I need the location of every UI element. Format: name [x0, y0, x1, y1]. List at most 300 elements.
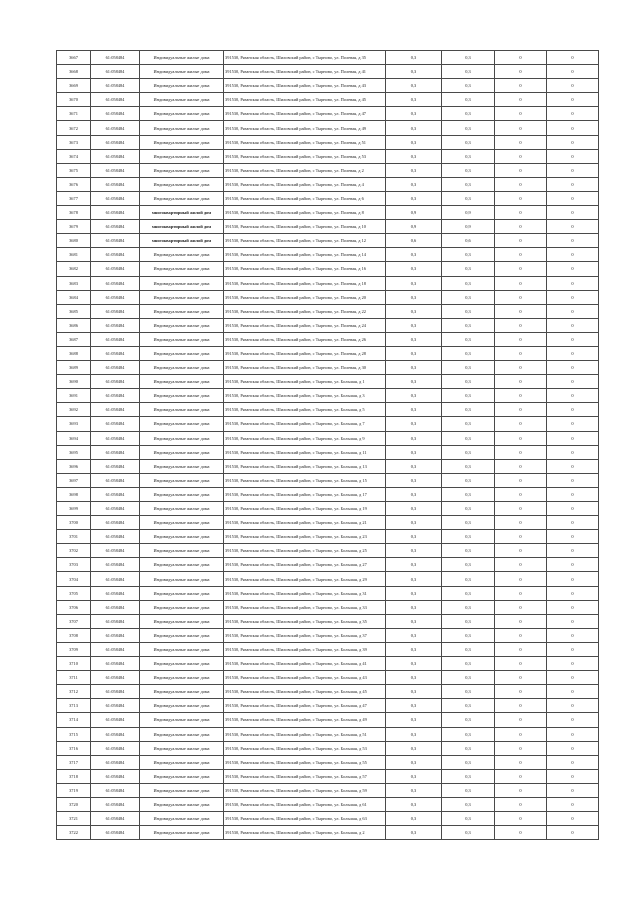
cadastral-code-cell: 61:058484	[91, 558, 140, 572]
building-type-cell: Индивидуальные жилые дома	[140, 262, 224, 276]
address-cell: 391530, Рязанская область, Шиловский район, с Тырново, ул. Большая, д 53	[224, 741, 386, 755]
value-1-cell: 0,3	[386, 797, 442, 811]
cadastral-code-cell: 61:058484	[91, 783, 140, 797]
address-cell: 391530, Рязанская область, Шиловский район, с Тырново, ул. Большая, д 23	[224, 530, 386, 544]
building-type-cell: Индивидуальные жилые дома	[140, 248, 224, 262]
value-1-cell: 0,3	[386, 755, 442, 769]
cadastral-code-cell: 61:058484	[91, 51, 140, 65]
address-cell: 391530, Рязанская область, Шиловский район, с Тырново, ул. Полевая, д 22	[224, 304, 386, 318]
cadastral-code-cell: 61:058484	[91, 375, 140, 389]
address-cell: 391530, Рязанская область, Шиловский район, с Тырново, ул. Полевая, д 20	[224, 290, 386, 304]
value-3-cell: 0	[495, 445, 547, 459]
address-cell: 391530, Рязанская область, Шиловский район, с Тырново, ул. Большая, д 9	[224, 431, 386, 445]
building-type-cell: Индивидуальные жилые дома	[140, 586, 224, 600]
value-4-cell: 0	[547, 783, 599, 797]
value-2-cell: 0,3	[442, 628, 495, 642]
value-1-cell: 0,3	[386, 713, 442, 727]
row-number-cell: 3719	[57, 783, 91, 797]
value-1-cell: 0,3	[386, 79, 442, 93]
value-3-cell: 0	[495, 149, 547, 163]
cadastral-code-cell: 61:058484	[91, 713, 140, 727]
address-cell: 391530, Рязанская область, Шиловский район, с Тырново, ул. Большая, д 63	[224, 812, 386, 826]
value-4-cell: 0	[547, 417, 599, 431]
address-cell: 391530, Рязанская область, Шиловский район, с Тырново, ул. Большая, д 3	[224, 389, 386, 403]
table-row	[57, 727, 599, 741]
building-type-cell: Индивидуальные жилые дома	[140, 191, 224, 205]
row-number-cell: 3715	[57, 727, 91, 741]
row-number-cell: 3706	[57, 600, 91, 614]
value-2-cell: 0,3	[442, 361, 495, 375]
value-3-cell: 0	[495, 93, 547, 107]
value-1-cell: 0,3	[386, 304, 442, 318]
row-number-cell: 3702	[57, 544, 91, 558]
address-cell: 391530, Рязанская область, Шиловский район, с Тырново, ул. Большая, д 19	[224, 502, 386, 516]
row-number-cell: 3701	[57, 530, 91, 544]
building-type-cell: Индивидуальные жилые дома	[140, 389, 224, 403]
value-1-cell: 0,3	[386, 93, 442, 107]
value-3-cell: 0	[495, 657, 547, 671]
row-number-cell: 3687	[57, 332, 91, 346]
row-number-cell: 3703	[57, 558, 91, 572]
address-cell: 391530, Рязанская область, Шиловский район, с Тырново, ул. Полевая, д 12	[224, 234, 386, 248]
building-type-cell: Индивидуальные жилые дома	[140, 713, 224, 727]
value-1-cell: 0,3	[386, 657, 442, 671]
cadastral-code-cell: 61:058484	[91, 685, 140, 699]
cadastral-code-cell: 61:058484	[91, 614, 140, 628]
row-number-cell: 3683	[57, 276, 91, 290]
value-1-cell: 0,3	[386, 487, 442, 501]
table-row	[57, 445, 599, 459]
address-cell: 391530, Рязанская область, Шиловский район, с Тырново, ул. Большая, д 2	[224, 826, 386, 840]
value-1-cell: 0,3	[386, 417, 442, 431]
address-cell: 391530, Рязанская область, Шиловский район, с Тырново, ул. Большая, д 47	[224, 699, 386, 713]
value-3-cell: 0	[495, 727, 547, 741]
table-row	[57, 628, 599, 642]
value-3-cell: 0	[495, 459, 547, 473]
building-type-cell: Индивидуальные жилые дома	[140, 473, 224, 487]
value-4-cell: 0	[547, 121, 599, 135]
table-row	[57, 234, 599, 248]
value-3-cell: 0	[495, 276, 547, 290]
row-number-cell: 3694	[57, 431, 91, 445]
cadastral-code-cell: 61:058484	[91, 220, 140, 234]
building-type-cell: Индивидуальные жилые дома	[140, 699, 224, 713]
row-number-cell: 3681	[57, 248, 91, 262]
value-1-cell: 0,3	[386, 262, 442, 276]
cadastral-code-cell: 61:058484	[91, 755, 140, 769]
building-type-cell: Индивидуальные жилые дома	[140, 685, 224, 699]
value-2-cell: 0,3	[442, 502, 495, 516]
table-row	[57, 121, 599, 135]
value-1-cell: 0,3	[386, 783, 442, 797]
table-row	[57, 361, 599, 375]
address-cell: 391530, Рязанская область, Шиловский район, с Тырново, ул. Большая, д 13	[224, 459, 386, 473]
building-type-cell: Индивидуальные жилые дома	[140, 431, 224, 445]
building-type-cell: Индивидуальные жилые дома	[140, 135, 224, 149]
building-type-cell: Индивидуальные жилые дома	[140, 826, 224, 840]
value-3-cell: 0	[495, 586, 547, 600]
table-row	[57, 191, 599, 205]
value-3-cell: 0	[495, 403, 547, 417]
cadastral-code-cell: 61:058484	[91, 699, 140, 713]
building-type-cell: Индивидуальные жилые дома	[140, 642, 224, 656]
value-2-cell: 0,3	[442, 375, 495, 389]
value-1-cell: 0,9	[386, 206, 442, 220]
cadastral-code-cell: 61:058484	[91, 290, 140, 304]
value-4-cell: 0	[547, 65, 599, 79]
cadastral-code-cell: 61:058484	[91, 445, 140, 459]
building-type-cell: Индивидуальные жилые дома	[140, 332, 224, 346]
cadastral-code-cell: 61:058484	[91, 389, 140, 403]
value-4-cell: 0	[547, 304, 599, 318]
value-3-cell: 0	[495, 826, 547, 840]
row-number-cell: 3711	[57, 671, 91, 685]
value-4-cell: 0	[547, 769, 599, 783]
cadastral-code-cell: 61:058484	[91, 149, 140, 163]
building-type-cell: Индивидуальные жилые дома	[140, 445, 224, 459]
cadastral-code-cell: 61:058484	[91, 530, 140, 544]
value-2-cell: 0,3	[442, 318, 495, 332]
value-4-cell: 0	[547, 614, 599, 628]
value-2-cell: 0,6	[442, 234, 495, 248]
value-2-cell: 0,3	[442, 769, 495, 783]
value-3-cell: 0	[495, 797, 547, 811]
table-row	[57, 135, 599, 149]
table-row	[57, 248, 599, 262]
cadastral-code-cell: 61:058484	[91, 276, 140, 290]
cadastral-code-cell: 61:058484	[91, 459, 140, 473]
building-type-cell: многоквартирный жилой дом	[140, 234, 224, 248]
value-1-cell: 0,3	[386, 642, 442, 656]
value-2-cell: 0,3	[442, 403, 495, 417]
building-type-cell: Индивидуальные жилые дома	[140, 51, 224, 65]
row-number-cell: 3680	[57, 234, 91, 248]
building-type-cell: Индивидуальные жилые дома	[140, 727, 224, 741]
row-number-cell: 3682	[57, 262, 91, 276]
table-row	[57, 699, 599, 713]
value-2-cell: 0,3	[442, 558, 495, 572]
building-type-cell: Индивидуальные жилые дома	[140, 403, 224, 417]
value-1-cell: 0,6	[386, 234, 442, 248]
value-3-cell: 0	[495, 177, 547, 191]
table-row	[57, 614, 599, 628]
value-4-cell: 0	[547, 572, 599, 586]
row-number-cell: 3676	[57, 177, 91, 191]
value-1-cell: 0,3	[386, 290, 442, 304]
value-2-cell: 0,3	[442, 516, 495, 530]
cadastral-code-cell: 61:058484	[91, 544, 140, 558]
cadastral-code-cell: 61:058484	[91, 121, 140, 135]
cadastral-code-cell: 61:058484	[91, 727, 140, 741]
value-2-cell: 0,3	[442, 755, 495, 769]
value-1-cell: 0,3	[386, 586, 442, 600]
row-number-cell: 3709	[57, 642, 91, 656]
building-type-cell: Индивидуальные жилые дома	[140, 769, 224, 783]
address-cell: 391530, Рязанская область, Шиловский район, с Тырново, ул. Большая, д 55	[224, 755, 386, 769]
value-2-cell: 0,3	[442, 79, 495, 93]
table-row	[57, 600, 599, 614]
table-row	[57, 783, 599, 797]
building-type-cell: Индивидуальные жилые дома	[140, 79, 224, 93]
address-cell: 391530, Рязанская область, Шиловский район, с Тырново, ул. Полевая, д 8	[224, 206, 386, 220]
value-2-cell: 0,3	[442, 248, 495, 262]
table-row	[57, 769, 599, 783]
cadastral-code-cell: 61:058484	[91, 769, 140, 783]
table-row	[57, 642, 599, 656]
value-1-cell: 0,3	[386, 346, 442, 360]
cadastral-code-cell: 61:058484	[91, 163, 140, 177]
address-cell: 391530, Рязанская область, Шиловский район, с Тырново, ул. Большая, д 31	[224, 586, 386, 600]
value-3-cell: 0	[495, 502, 547, 516]
building-type-cell: Индивидуальные жилые дома	[140, 502, 224, 516]
building-type-cell: многоквартирный жилой дом	[140, 220, 224, 234]
cadastral-code-cell: 61:058484	[91, 191, 140, 205]
value-1-cell: 0,3	[386, 361, 442, 375]
building-type-cell: Индивидуальные жилые дома	[140, 657, 224, 671]
value-4-cell: 0	[547, 93, 599, 107]
row-number-cell: 3684	[57, 290, 91, 304]
value-1-cell: 0,3	[386, 826, 442, 840]
value-3-cell: 0	[495, 713, 547, 727]
value-4-cell: 0	[547, 431, 599, 445]
value-1-cell: 0,3	[386, 248, 442, 262]
table-row	[57, 657, 599, 671]
value-2-cell: 0,3	[442, 107, 495, 121]
address-cell: 391530, Рязанская область, Шиловский район, с Тырново, ул. Большая, д 49	[224, 713, 386, 727]
value-4-cell: 0	[547, 586, 599, 600]
address-cell: 391530, Рязанская область, Шиловский район, с Тырново, ул. Большая, д 33	[224, 600, 386, 614]
value-3-cell: 0	[495, 671, 547, 685]
address-cell: 391530, Рязанская область, Шиловский район, с Тырново, ул. Полевая, д 51	[224, 135, 386, 149]
value-2-cell: 0,3	[442, 65, 495, 79]
table-row	[57, 276, 599, 290]
value-4-cell: 0	[547, 797, 599, 811]
value-4-cell: 0	[547, 459, 599, 473]
cadastral-code-cell: 61:058484	[91, 671, 140, 685]
value-2-cell: 0,3	[442, 163, 495, 177]
table-row	[57, 403, 599, 417]
row-number-cell: 3699	[57, 502, 91, 516]
cadastral-code-cell: 61:058484	[91, 657, 140, 671]
value-1-cell: 0,3	[386, 51, 442, 65]
value-2-cell: 0,3	[442, 417, 495, 431]
value-3-cell: 0	[495, 487, 547, 501]
value-4-cell: 0	[547, 727, 599, 741]
value-3-cell: 0	[495, 572, 547, 586]
value-4-cell: 0	[547, 149, 599, 163]
address-cell: 391530, Рязанская область, Шиловский район, с Тырново, ул. Полевая, д 41	[224, 65, 386, 79]
row-number-cell: 3717	[57, 755, 91, 769]
value-1-cell: 0,3	[386, 544, 442, 558]
value-3-cell: 0	[495, 417, 547, 431]
building-type-cell: Индивидуальные жилые дома	[140, 628, 224, 642]
address-cell: 391530, Рязанская область, Шиловский район, с Тырново, ул. Большая, д 57	[224, 769, 386, 783]
value-4-cell: 0	[547, 234, 599, 248]
value-1-cell: 0,3	[386, 600, 442, 614]
address-cell: 391530, Рязанская область, Шиловский район, с Тырново, ул. Большая, д 21	[224, 516, 386, 530]
value-4-cell: 0	[547, 361, 599, 375]
value-1-cell: 0,3	[386, 276, 442, 290]
value-3-cell: 0	[495, 812, 547, 826]
value-4-cell: 0	[547, 502, 599, 516]
value-4-cell: 0	[547, 248, 599, 262]
table-row	[57, 741, 599, 755]
value-3-cell: 0	[495, 699, 547, 713]
table-row	[57, 586, 599, 600]
value-4-cell: 0	[547, 671, 599, 685]
address-cell: 391530, Рязанская область, Шиловский район, с Тырново, ул. Большая, д 11	[224, 445, 386, 459]
value-3-cell: 0	[495, 234, 547, 248]
address-cell: 391530, Рязанская область, Шиловский район, с Тырново, ул. Большая, д 51	[224, 727, 386, 741]
cadastral-code-cell: 61:058484	[91, 93, 140, 107]
value-4-cell: 0	[547, 290, 599, 304]
value-3-cell: 0	[495, 558, 547, 572]
table-row	[57, 826, 599, 840]
address-cell: 391530, Рязанская область, Шиловский район, с Тырново, ул. Полевая, д 10	[224, 220, 386, 234]
address-cell: 391530, Рязанская область, Шиловский район, с Тырново, ул. Полевая, д 49	[224, 121, 386, 135]
table-row	[57, 332, 599, 346]
table-row	[57, 431, 599, 445]
row-number-cell: 3679	[57, 220, 91, 234]
row-number-cell: 3692	[57, 403, 91, 417]
value-2-cell: 0,3	[442, 614, 495, 628]
value-3-cell: 0	[495, 107, 547, 121]
row-number-cell: 3721	[57, 812, 91, 826]
value-4-cell: 0	[547, 163, 599, 177]
value-1-cell: 0,3	[386, 332, 442, 346]
building-type-cell: Индивидуальные жилые дома	[140, 107, 224, 121]
building-type-cell: Индивидуальные жилые дома	[140, 163, 224, 177]
value-2-cell: 0,3	[442, 304, 495, 318]
cadastral-code-cell: 61:058484	[91, 65, 140, 79]
value-3-cell: 0	[495, 51, 547, 65]
value-1-cell: 0,3	[386, 614, 442, 628]
value-1-cell: 0,3	[386, 121, 442, 135]
value-1-cell: 0,3	[386, 459, 442, 473]
value-1-cell: 0,3	[386, 445, 442, 459]
cadastral-code-cell: 61:058484	[91, 473, 140, 487]
row-number-cell: 3674	[57, 149, 91, 163]
row-number-cell: 3677	[57, 191, 91, 205]
table-row	[57, 79, 599, 93]
cadastral-code-cell: 61:058484	[91, 135, 140, 149]
address-cell: 391530, Рязанская область, Шиловский район, с Тырново, ул. Полевая, д 35	[224, 51, 386, 65]
value-4-cell: 0	[547, 558, 599, 572]
cadastral-code-cell: 61:058484	[91, 206, 140, 220]
value-1-cell: 0,3	[386, 318, 442, 332]
building-type-cell: Индивидуальные жилые дома	[140, 783, 224, 797]
table-row	[57, 516, 599, 530]
value-2-cell: 0,3	[442, 332, 495, 346]
address-cell: 391530, Рязанская область, Шиловский район, с Тырново, ул. Полевая, д 2	[224, 163, 386, 177]
building-type-cell: Индивидуальные жилые дома	[140, 671, 224, 685]
cadastral-code-cell: 61:058484	[91, 346, 140, 360]
value-3-cell: 0	[495, 79, 547, 93]
value-3-cell: 0	[495, 262, 547, 276]
value-2-cell: 0,3	[442, 812, 495, 826]
value-4-cell: 0	[547, 657, 599, 671]
value-2-cell: 0,3	[442, 642, 495, 656]
table-row	[57, 262, 599, 276]
value-1-cell: 0,3	[386, 389, 442, 403]
value-2-cell: 0,3	[442, 121, 495, 135]
value-2-cell: 0,3	[442, 544, 495, 558]
value-1-cell: 0,3	[386, 403, 442, 417]
address-cell: 391530, Рязанская область, Шиловский район, с Тырново, ул. Большая, д 43	[224, 671, 386, 685]
table-row	[57, 206, 599, 220]
address-cell: 391530, Рязанская область, Шиловский район, с Тырново, ул. Большая, д 45	[224, 685, 386, 699]
value-4-cell: 0	[547, 642, 599, 656]
row-number-cell: 3714	[57, 713, 91, 727]
table-row	[57, 671, 599, 685]
value-3-cell: 0	[495, 741, 547, 755]
value-4-cell: 0	[547, 812, 599, 826]
address-cell: 391530, Рязанская область, Шиловский район, с Тырново, ул. Полевая, д 47	[224, 107, 386, 121]
building-type-cell: Индивидуальные жилые дома	[140, 558, 224, 572]
value-3-cell: 0	[495, 304, 547, 318]
value-4-cell: 0	[547, 628, 599, 642]
value-1-cell: 0,3	[386, 671, 442, 685]
table-row	[57, 572, 599, 586]
value-2-cell: 0,3	[442, 783, 495, 797]
value-3-cell: 0	[495, 135, 547, 149]
table-row	[57, 685, 599, 699]
value-2-cell: 0,3	[442, 149, 495, 163]
address-cell: 391530, Рязанская область, Шиловский район, с Тырново, ул. Большая, д 41	[224, 657, 386, 671]
table-row	[57, 459, 599, 473]
building-type-cell: Индивидуальные жилые дома	[140, 177, 224, 191]
value-2-cell: 0,3	[442, 473, 495, 487]
value-2-cell: 0,3	[442, 346, 495, 360]
table-row	[57, 177, 599, 191]
row-number-cell: 3695	[57, 445, 91, 459]
value-1-cell: 0,3	[386, 191, 442, 205]
table-row	[57, 51, 599, 65]
value-4-cell: 0	[547, 389, 599, 403]
value-2-cell: 0,3	[442, 177, 495, 191]
value-3-cell: 0	[495, 346, 547, 360]
value-1-cell: 0,3	[386, 741, 442, 755]
table-row	[57, 93, 599, 107]
building-type-cell: Индивидуальные жилые дома	[140, 755, 224, 769]
address-cell: 391530, Рязанская область, Шиловский район, с Тырново, ул. Большая, д 17	[224, 487, 386, 501]
building-type-cell: Индивидуальные жилые дома	[140, 375, 224, 389]
value-2-cell: 0,3	[442, 699, 495, 713]
cadastral-code-cell: 61:058484	[91, 177, 140, 191]
value-3-cell: 0	[495, 290, 547, 304]
address-cell: 391530, Рязанская область, Шиловский район, с Тырново, ул. Большая, д 39	[224, 642, 386, 656]
value-1-cell: 0,3	[386, 572, 442, 586]
table-row	[57, 713, 599, 727]
value-1-cell: 0,3	[386, 502, 442, 516]
table-row	[57, 304, 599, 318]
value-3-cell: 0	[495, 248, 547, 262]
address-cell: 391530, Рязанская область, Шиловский район, с Тырново, ул. Большая, д 7	[224, 417, 386, 431]
address-cell: 391530, Рязанская область, Шиловский район, с Тырново, ул. Большая, д 5	[224, 403, 386, 417]
value-4-cell: 0	[547, 600, 599, 614]
cadastral-code-cell: 61:058484	[91, 586, 140, 600]
value-2-cell: 0,3	[442, 797, 495, 811]
value-3-cell: 0	[495, 783, 547, 797]
value-4-cell: 0	[547, 826, 599, 840]
building-type-cell: Индивидуальные жилые дома	[140, 572, 224, 586]
value-2-cell: 0,3	[442, 600, 495, 614]
cadastral-code-cell: 61:058484	[91, 628, 140, 642]
table-row	[57, 149, 599, 163]
table-row	[57, 812, 599, 826]
building-type-cell: Индивидуальные жилые дома	[140, 600, 224, 614]
table-row	[57, 318, 599, 332]
